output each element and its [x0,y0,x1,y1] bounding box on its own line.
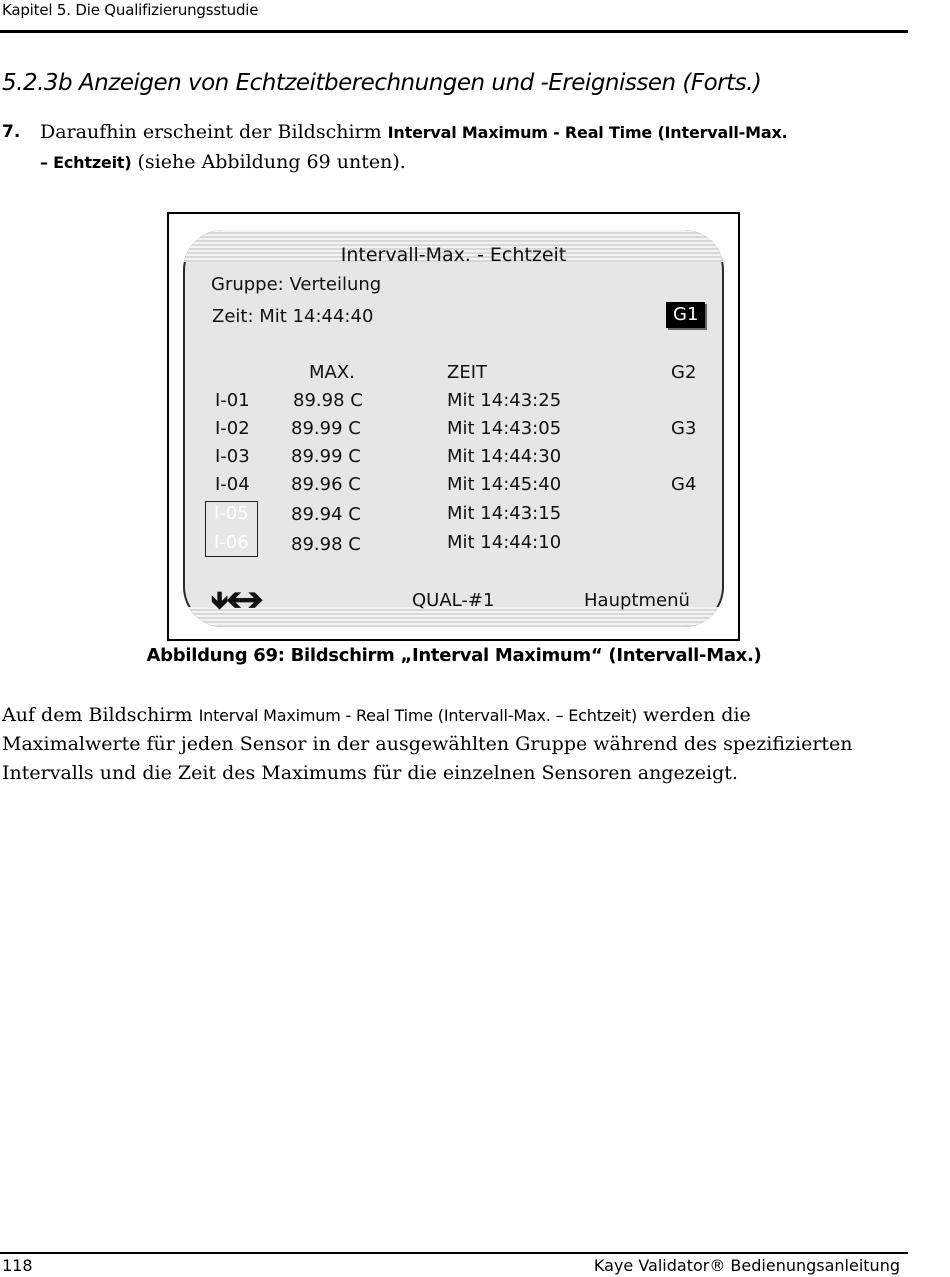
step-screen-name-2: – Echtzeit) [40,153,132,172]
row-id: I-04 [215,474,250,495]
row-time: Mit 14:43:15 [447,503,562,524]
paragraph-screen-name: Interval Maximum - Real Time (Intervall-Max. – Echtzeit) [198,706,637,725]
column-header-max: MAX. [309,362,355,383]
figure-frame [167,212,740,641]
group-line: Gruppe: Verteilung [211,274,382,295]
step-screen-name-1: Interval Maximum - Real Time (Intervall-Max. [387,123,788,142]
device-screen [183,230,724,627]
body-paragraph [2,701,902,788]
row-max: 89.98 C [293,390,363,411]
row-time: Mit 14:45:40 [447,474,562,495]
row-max: 89.99 C [291,446,361,467]
row-time: Mit 14:43:05 [447,418,562,439]
footer-rule [0,1252,908,1254]
paragraph-text: werden die [636,704,751,726]
navigation-arrows-icon[interactable]: 🡻🡸🡺 [211,586,262,614]
row-max: 89.94 C [291,504,361,525]
header-rule [0,30,908,33]
qual-label: QUAL-#1 [412,590,495,611]
row-max: 89.98 C [291,534,361,555]
row-time: Mit 14:44:10 [447,532,562,553]
figure-caption: Abbildung 69: Bildschirm „Interval Maximum“ (Intervall-Max.) [146,645,762,666]
group-g3-button[interactable]: G3 [671,418,697,439]
paragraph-line-2: Maximalwerte für jeden Sensor in der ausgewählten Gruppe während des spezifizierten [2,733,853,755]
step-number: 7. [2,122,21,142]
row-time: Mit 14:44:30 [447,446,562,467]
screen-title: Intervall-Max. - Echtzeit [340,244,567,266]
paragraph-text: Auf dem Bildschirm [2,704,199,726]
row-id: I-05 [214,503,249,524]
paragraph-line-3: Intervalls und die Zeit des Maximums für die einzelnen Sensoren angezeigt. [2,762,738,784]
row-id: I-02 [215,418,250,439]
row-id: I-03 [215,446,250,467]
row-max: 89.99 C [291,418,361,439]
step-line-2 [40,147,406,178]
group-g2-button[interactable]: G2 [671,362,697,383]
group-g4-button[interactable]: G4 [671,474,697,495]
row-max: 89.96 C [291,474,361,495]
paragraph-line-1 [2,701,902,730]
row-id: I-06 [214,532,249,553]
step-text-before: Daraufhin erscheint der Bildschirm [40,121,388,143]
row-time: Mit 14:43:25 [447,390,562,411]
manual-title: Kaye Validator® Bedienungsanleitung [593,1256,900,1275]
group-g1-button[interactable]: G1 [666,302,705,328]
sensor-selection-box[interactable] [205,501,258,557]
time-line: Zeit: Mit 14:44:40 [212,306,374,327]
step-line-1 [40,117,787,148]
section-title: 5.2.3b Anzeigen von Echtzeitberechnungen und -Ereignissen (Forts.) [2,70,762,96]
row-id: I-01 [215,390,250,411]
page-number: 118 [2,1256,33,1275]
main-menu-button[interactable]: Hauptmenü [584,590,690,611]
column-header-zeit: ZEIT [447,362,488,383]
running-head: Kapitel 5. Die Qualifizierungsstudie [2,1,259,19]
step-text-after: (siehe Abbildung 69 unten). [131,151,406,173]
